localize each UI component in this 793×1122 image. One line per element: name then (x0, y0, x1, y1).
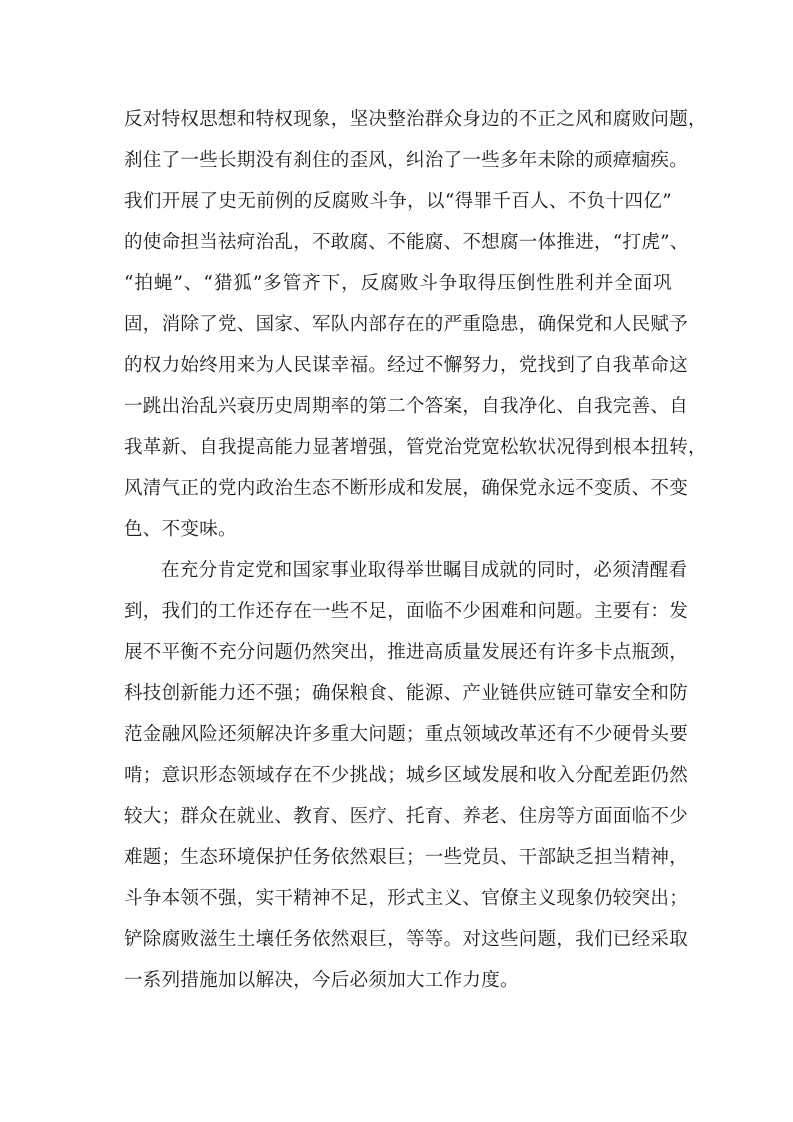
paragraph-1 (124, 99, 707, 550)
text-line: 啃；意识形态领域存在不少挑战；城乡区域发展和收入分配差距仍然 (124, 765, 689, 786)
text-line: 刹住了一些长期没有刹住的歪风，纠治了一些多年未除的顽瘴痼疾。 (124, 150, 689, 171)
text-line: 一跳出治乱兴衰历史周期率的第二个答案，自我净化、自我完善、自 (124, 396, 689, 417)
text-line: 斗争本领不强，实干精神不足，形式主义、官僚主义现象仍较突出； (124, 888, 689, 909)
text-line: 一系列措施加以解决，今后必须加大工作力度。 (124, 970, 519, 991)
text-line: 展不平衡不充分问题仍然突出，推进高质量发展还有许多卡点瓶颈， (124, 642, 689, 663)
text-line: 色、不变味。 (124, 519, 237, 540)
paragraph-2 (124, 550, 689, 1001)
text-line: 难题；生态环境保护任务依然艰巨；一些党员、干部缺乏担当精神， (124, 847, 689, 868)
text-line: 我革新、自我提高能力显著增强，管党治党宽松软状况得到根本扭转， (124, 437, 707, 458)
text-line: 我们开展了史无前例的反腐败斗争，以“得罪千百人、不负十四亿” (124, 191, 672, 212)
text-line: 反对特权思想和特权现象，坚决整治群众身边的不正之风和腐败问题， (124, 109, 707, 130)
text-line: 风清气正的党内政治生态不断形成和发展，确保党永远不变质、不变 (124, 478, 689, 499)
text-line: 在充分肯定党和国家事业取得举世瞩目成就的同时，必须清醒看 (161, 560, 688, 581)
text-line: 范金融风险还须解决许多重大问题；重点领域改革还有不少硬骨头要 (124, 724, 689, 745)
text-line: 铲除腐败滋生土壤任务依然艰巨，等等。对这些问题，我们已经采取 (124, 929, 689, 950)
text-line: 到，我们的工作还存在一些不足，面临不少困难和问题。主要有：发 (124, 601, 689, 622)
text-line: “拍蝇”、“猎狐”多管齐下，反腐败斗争取得压倒性胜利并全面巩 (124, 273, 672, 294)
text-line: 较大；群众在就业、教育、医疗、托育、养老、住房等方面面临不少 (124, 806, 689, 827)
text-line: 科技创新能力还不强；确保粮食、能源、产业链供应链可靠安全和防 (124, 683, 689, 704)
text-line: 的权力始终用来为人民谋幸福。经过不懈努力，党找到了自我革命这 (124, 355, 689, 376)
text-line: 的使命担当祛疴治乱，不敢腐、不能腐、不想腐一体推进，“打虎”、 (124, 232, 689, 253)
text-line: 固，消除了党、国家、军队内部存在的严重隐患，确保党和人民赋予 (124, 314, 689, 335)
body-text (124, 99, 707, 1001)
